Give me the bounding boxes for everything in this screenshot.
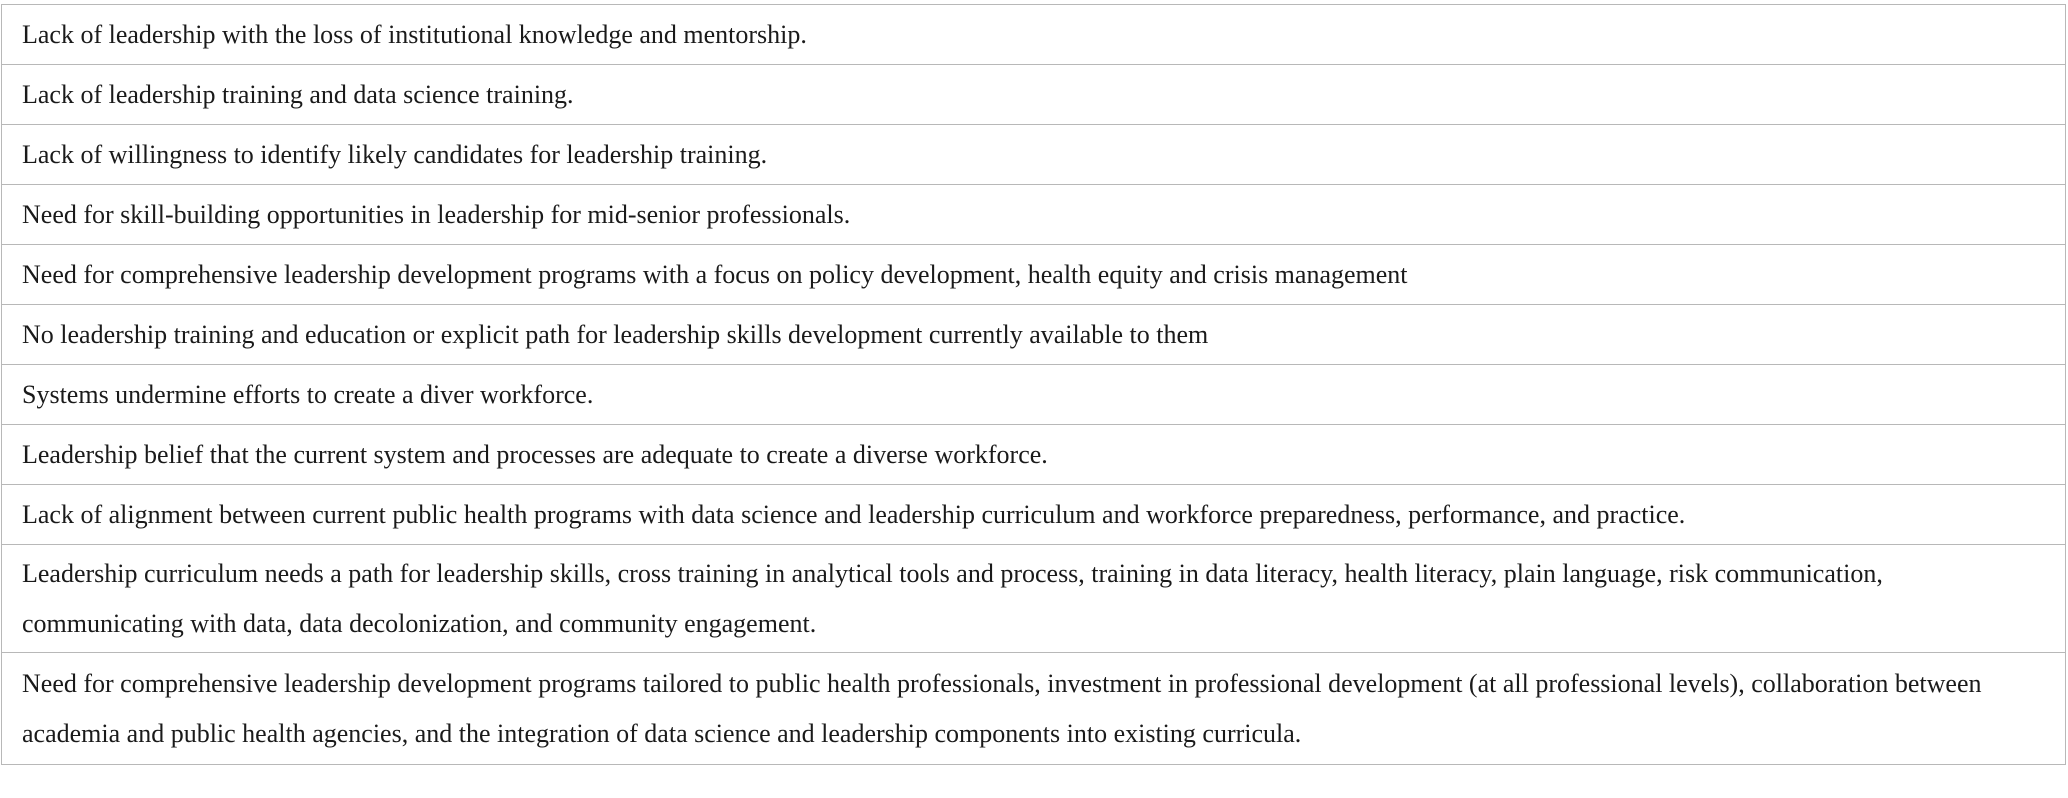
table-row xyxy=(2,425,2066,485)
table-row xyxy=(2,185,2066,245)
table-row xyxy=(2,245,2066,305)
table-row xyxy=(2,65,2066,125)
table-cell: No leadership training and education or explicit path for leadership skills development currently available to them xyxy=(2,305,2066,365)
table-cell: Lack of willingness to identify likely candidates for leadership training. xyxy=(2,125,2066,185)
findings-table xyxy=(1,4,2066,765)
table-row xyxy=(2,305,2066,365)
table-cell: Leadership curriculum needs a path for leadership skills, cross training in analytical tools and process, training in data literacy, health literacy, plain language, risk communication, communicating with data, data decolonization, and community engagement. xyxy=(2,545,2066,653)
table-cell: Lack of leadership with the loss of institutional knowledge and mentorship. xyxy=(2,5,2066,65)
table-row xyxy=(2,125,2066,185)
table-row xyxy=(2,545,2066,653)
table-row xyxy=(2,365,2066,425)
table-cell: Leadership belief that the current system and processes are adequate to create a diverse workforce. xyxy=(2,425,2066,485)
table-cell: Need for comprehensive leadership development programs tailored to public health professionals, investment in professional development (at all professional levels), collaboration between academia and public health agencies, and the integration of data science and leadership components into existing curricula. xyxy=(2,653,2066,765)
table-row xyxy=(2,5,2066,65)
table-cell: Lack of leadership training and data science training. xyxy=(2,65,2066,125)
table-cell: Systems undermine efforts to create a diver workforce. xyxy=(2,365,2066,425)
table-cell: Need for comprehensive leadership development programs with a focus on policy development, health equity and crisis management xyxy=(2,245,2066,305)
table-cell: Need for skill-building opportunities in leadership for mid-senior professionals. xyxy=(2,185,2066,245)
table-cell: Lack of alignment between current public health programs with data science and leadership curriculum and workforce preparedness, performance, and practice. xyxy=(2,485,2066,545)
findings-table-body xyxy=(2,5,2066,765)
table-row xyxy=(2,653,2066,765)
table-row xyxy=(2,485,2066,545)
